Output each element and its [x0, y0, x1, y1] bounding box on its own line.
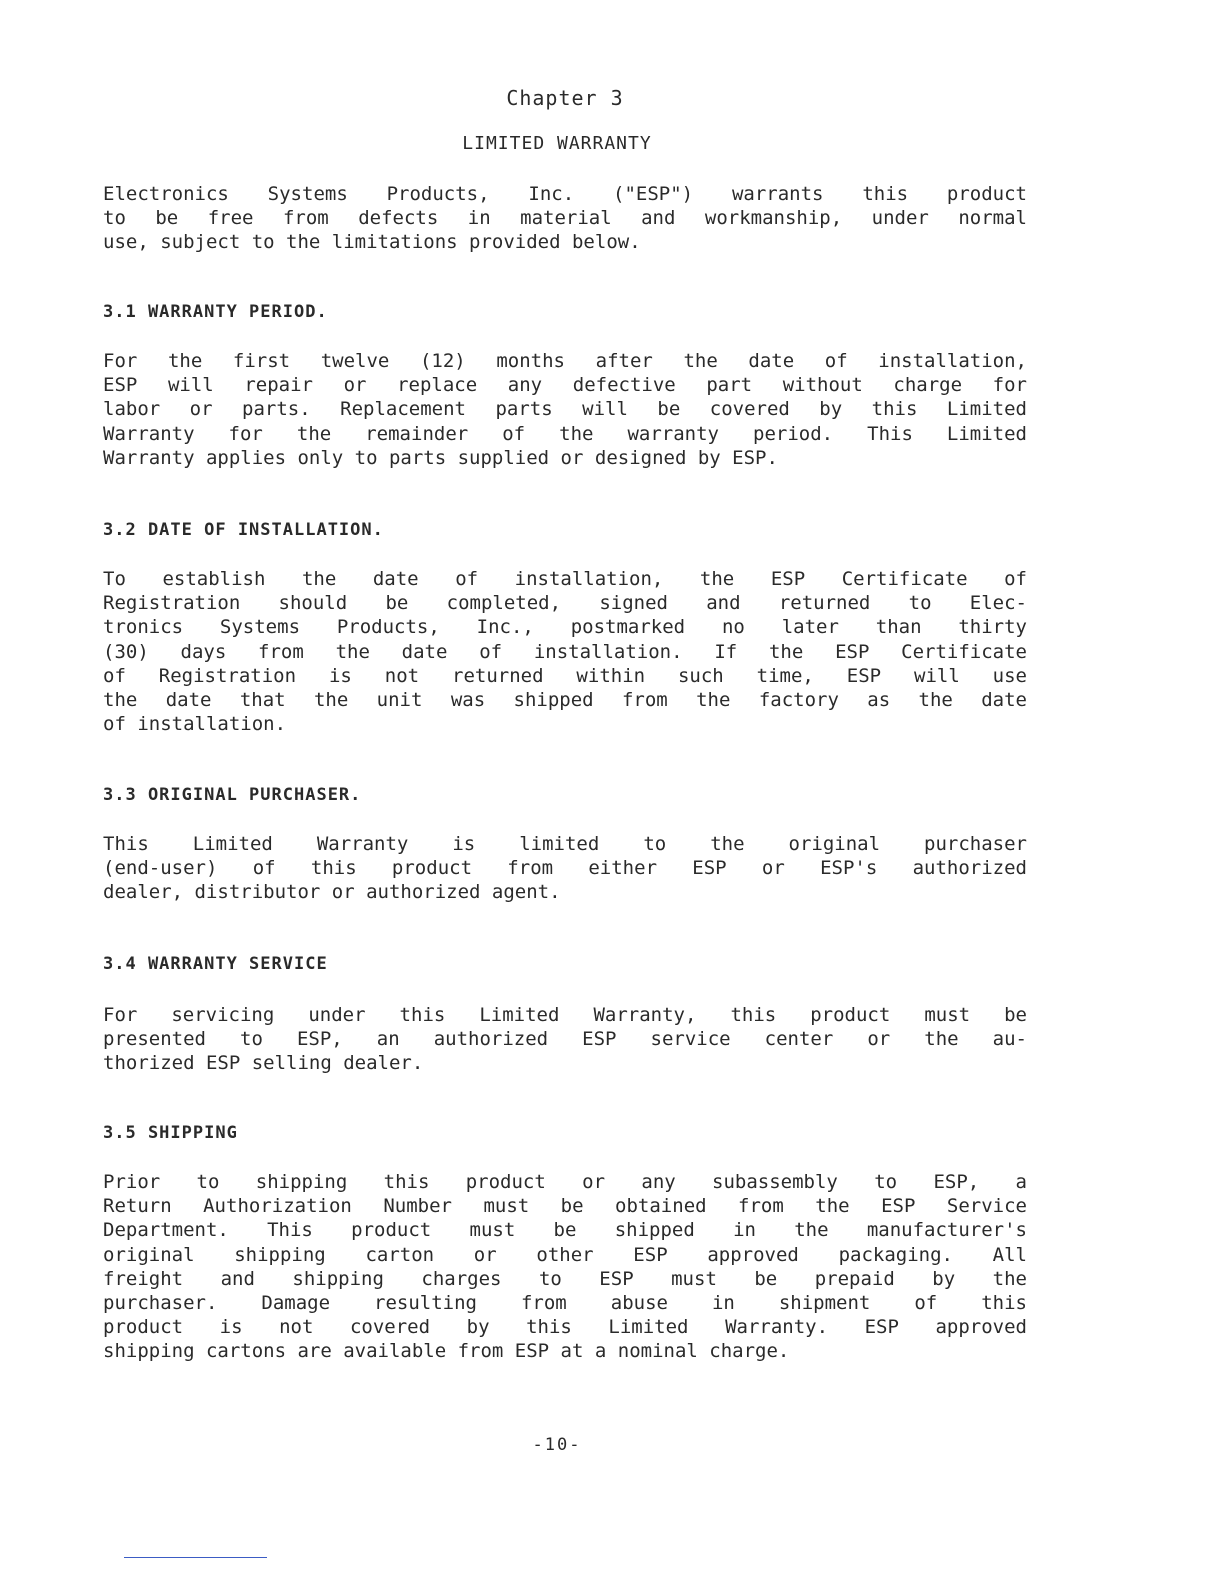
paragraph-line: freight and shipping charges to ESP must be prepaid by the [103, 1267, 1027, 1290]
paragraph-line: Warranty applies only to parts supplied or designed by ESP. [103, 446, 778, 469]
paragraph-line: Warranty for the remainder of the warranty period. This Limited [103, 422, 1027, 445]
section-paragraph-original-purchaser [103, 832, 1027, 905]
intro-paragraph [103, 182, 1027, 255]
paragraph-line: Department. This product must be shipped in the manufacturer's [103, 1219, 1027, 1242]
paragraph-line: This Limited Warranty is limited to the original purchaser [103, 833, 1027, 855]
paragraph-line: For servicing under this Limited Warranty, this product must be [103, 1004, 1027, 1026]
section-heading-warranty-period: 3.1 WARRANTY PERIOD. [103, 302, 328, 322]
intro-line: Electronics Systems Products, Inc. ("ESP") warrants this product [103, 183, 1027, 205]
section-heading-warranty-service: 3.4 WARRANTY SERVICE [103, 954, 328, 974]
paragraph-line: presented to ESP, an authorized ESP service center or the au- [103, 1028, 1027, 1051]
paragraph-line: Registration should be completed, signed and returned to Elec- [103, 592, 1027, 615]
paragraph-line: tronics Systems Products, Inc., postmarked no later than thirty [103, 616, 1027, 639]
page-number: -10- [532, 1435, 582, 1455]
paragraph-line: For the first twelve (12) months after the date of installation, [103, 350, 1027, 372]
chapter-label: Chapter 3 [506, 86, 624, 110]
paragraph-line: Return Authorization Number must be obtained from the ESP Service [103, 1195, 1027, 1218]
intro-line: to be free from defects in material and workmanship, under normal [103, 207, 1027, 230]
paragraph-line: of installation. [103, 713, 287, 736]
section-paragraph-date-of-installation [103, 567, 1027, 736]
paragraph-line: of Registration is not returned within such time, ESP will use [103, 664, 1027, 687]
footnote-divider [124, 1557, 267, 1558]
paragraph-line: To establish the date of installation, the ESP Certificate of [103, 568, 1027, 590]
section-heading-shipping: 3.5 SHIPPING [103, 1123, 238, 1143]
section-paragraph-warranty-service [103, 1003, 1027, 1076]
paragraph-line: dealer, distributor or authorized agent. [103, 881, 561, 904]
paragraph-line: original shipping carton or other ESP approved packaging. All [103, 1243, 1027, 1266]
paragraph-line: product is not covered by this Limited Warranty. ESP approved [103, 1316, 1027, 1339]
paragraph-line: (end-user) of this product from either ESP or ESP's authorized [103, 857, 1027, 880]
section-heading-date-of-installation: 3.2 DATE OF INSTALLATION. [103, 520, 384, 540]
paragraph-line: purchaser. Damage resulting from abuse in shipment of this [103, 1292, 1027, 1315]
paragraph-line: labor or parts. Replacement parts will be covered by this Limited [103, 398, 1027, 421]
intro-line: use, subject to the limitations provided below. [103, 231, 641, 254]
paragraph-line: ESP will repair or replace any defective part without charge for [103, 374, 1027, 397]
page-title: LIMITED WARRANTY [462, 133, 652, 154]
paragraph-line: thorized ESP selling dealer. [103, 1052, 424, 1075]
section-paragraph-warranty-period [103, 349, 1027, 470]
paragraph-line: (30) days from the date of installation. If the ESP Certificate [103, 640, 1027, 663]
section-paragraph-shipping [103, 1170, 1027, 1364]
paragraph-line: the date that the unit was shipped from the factory as the date [103, 689, 1027, 712]
paragraph-line: shipping cartons are available from ESP at a nominal charge. [103, 1340, 790, 1363]
section-heading-original-purchaser: 3.3 ORIGINAL PURCHASER. [103, 785, 362, 805]
paragraph-line: Prior to shipping this product or any subassembly to ESP, a [103, 1171, 1027, 1193]
